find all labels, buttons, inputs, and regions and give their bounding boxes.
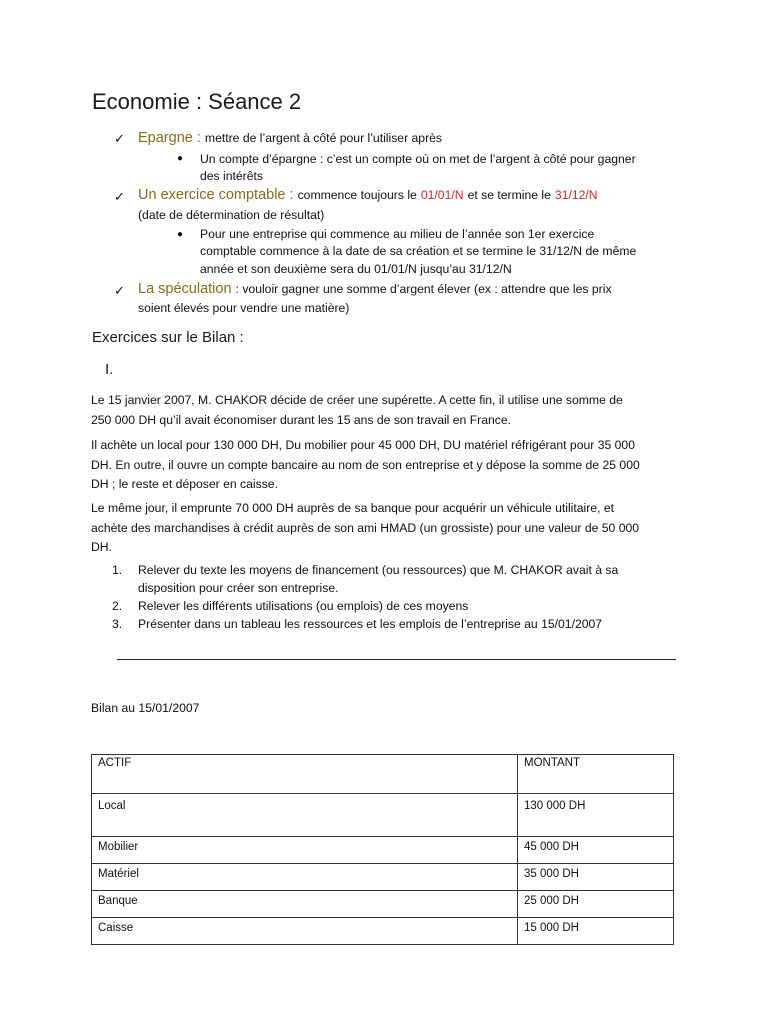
column-header-montant: MONTANT (518, 755, 674, 794)
exercise-number: I. (105, 361, 114, 378)
definition-term: Epargne : mettre de l’argent à côté pour l’utiliser après (138, 130, 443, 146)
bilan-table (91, 754, 674, 945)
paragraph-line: 250 000 DH qu’il avait économiser durant les 15 ans de son travail en France. (91, 412, 512, 427)
definition-subtext: Pour une entreprise qui commence au milieu de l’année son 1er exercice (200, 227, 595, 241)
question-text: Relever les différents utilisations (ou emplois) de ces moyens (138, 599, 469, 613)
table-row (92, 918, 674, 945)
exercise-paragraph (91, 391, 681, 430)
definition-text: et se termine le (467, 188, 551, 202)
exercise-paragraph (91, 436, 681, 495)
question-number: 1. (112, 563, 123, 577)
paragraph-line: DH ; le reste et déposer en caisse. (91, 477, 278, 491)
table-cell-amount: 25 000 DH (518, 891, 674, 918)
check-mark-icon: ✓ (114, 283, 125, 298)
question-number: 3. (112, 617, 123, 631)
check-mark-icon: ✓ (114, 131, 125, 146)
table-row (92, 864, 674, 891)
table-cell-amount: 130 000 DH (518, 794, 674, 837)
date-end: 31/12/N (554, 188, 598, 202)
table-cell-label: Mobilier (92, 837, 518, 864)
table-cell-amount: 45 000 DH (518, 837, 674, 864)
definition-subtext: année et son deuxième sera du 01/01/N jusqu’au 31/12/N (200, 262, 512, 276)
table-cell-amount: 35 000 DH (518, 864, 674, 891)
paragraph-line: DH. (91, 540, 112, 554)
date-start: 01/01/N (420, 188, 464, 202)
bullet-dot-icon: ● (177, 229, 184, 240)
table-cell-label: Local (92, 794, 518, 837)
question-text: disposition pour créer son entreprise. (138, 581, 339, 595)
table-cell-label: Caisse (92, 918, 518, 945)
paragraph-line: Il achète un local pour 130 000 DH, Du mobilier pour 45 000 DH, DU matériel réfrigérant pour 35 000 (91, 438, 635, 452)
definition-subtext: Un compte d’épargne : c’est un compte où on met de l’argent à côté pour gagner (200, 152, 636, 166)
question-number: 2. (112, 599, 123, 613)
paragraph-line: DH. En outre, il ouvre un compte bancaire au nom de son entreprise et y dépose la somme de 25 000 (91, 457, 640, 472)
table-cell-amount: 15 000 DH (518, 918, 674, 945)
table-cell-label: Banque (92, 891, 518, 918)
definition-subtext: des intérêts (200, 169, 264, 183)
table-row (92, 891, 674, 918)
definition-term: Un exercice comptable : commence toujours le 01/01/N et se termine le 31/12/N (138, 187, 598, 203)
table-header-row (92, 755, 674, 794)
definition-text: : vouloir gagner une somme d’argent élever (ex : attendre que les prix (235, 282, 612, 296)
bilan-title: Bilan au 15/01/2007 (91, 701, 200, 715)
definition-subtext: comptable commence à la date de sa création et se termine le 31/12/N de même (200, 244, 637, 258)
question-text: Relever du texte les moyens de financement (ou ressources) que M. CHAKOR avait à sa (138, 563, 619, 577)
paragraph-line: Le 15 janvier 2007, M. CHAKOR décide de créer une supérette. A cette fin, il utilise une somme de (91, 393, 623, 407)
check-mark-icon: ✓ (114, 189, 125, 204)
definition-term: La spéculation : vouloir gagner une somme d’argent élever (ex : attendre que les prix (138, 281, 612, 297)
page-title: Economie : Séance 2 (92, 89, 302, 114)
table-cell-label: Matériel (92, 864, 518, 891)
column-header-actif: ACTIF (92, 755, 518, 794)
table-row (92, 837, 674, 864)
horizontal-divider (117, 659, 676, 660)
paragraph-line: achète des marchandises à crédit auprès de son ami HMAD (un grossiste) pour une valeur de 50 000 (91, 520, 640, 535)
definition-text: mettre de l’argent à côté pour l’utiliser après (204, 131, 443, 145)
table-row (92, 794, 674, 837)
exercises-heading: Exercices sur le Bilan : (92, 329, 244, 346)
definition-text: soient élevés pour vendre une matière) (138, 301, 350, 315)
question-text: Présenter dans un tableau les ressources et les emplois de l’entreprise au 15/01/2007 (138, 617, 603, 631)
definition-text: commence toujours le (297, 188, 417, 202)
bullet-dot-icon: ● (177, 153, 184, 164)
definition-text: (date de détermination de résultat) (138, 208, 325, 222)
paragraph-line: Le même jour, il emprunte 70 000 DH auprès de sa banque pour acquérir un véhicule utilitaire, et (91, 501, 615, 515)
exercise-paragraph (91, 499, 681, 558)
